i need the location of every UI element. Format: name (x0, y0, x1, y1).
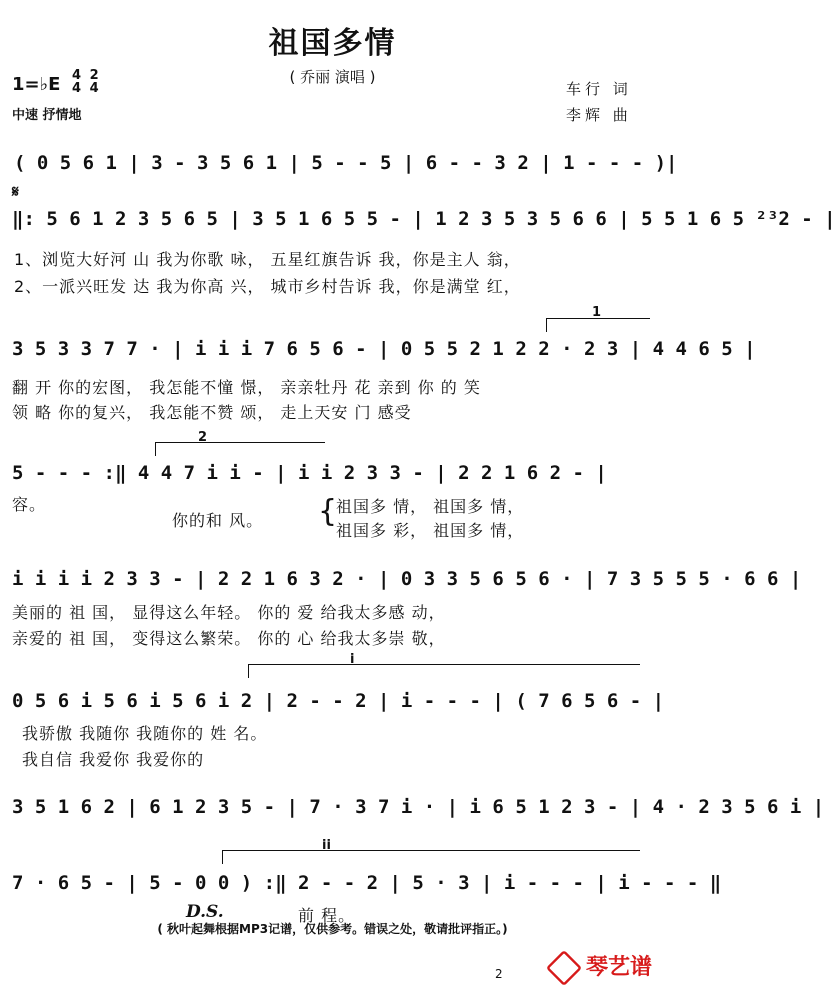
score-row-5: i i i i 2 3 3 - | 2 2 1 6 3 2 · | 0 3 3 5 6 5 6 · | 7 3 5 5 5 · 6 6 | (12, 568, 802, 590)
time-sig-2-top: 2 (89, 68, 99, 83)
volta-2-cap (155, 442, 156, 456)
tempo-marking: 中速 抒情地 (12, 108, 82, 123)
key-signature: 1=♭E (12, 74, 61, 95)
time-sig-2-bottom: 4 (89, 81, 99, 96)
volta-i-cap (248, 664, 249, 678)
transcription-footnote: ( 秋叶起舞根据MP3记谱，仅供参考。错误之处，敬请批评指正。) (157, 922, 508, 936)
logo-icon (546, 950, 582, 986)
volta-ii-cap (222, 850, 223, 864)
composer-credit: 李辉 曲 (566, 106, 632, 124)
score-row-4: 5 - - - :‖ 4 4 7 i i - | i i 2 3 3 - | 2 2 1 6 2 - | (12, 462, 607, 484)
time-signature (72, 69, 99, 95)
score-row-3: 3 5 3 3 7 7 · | i i i 7 6 5 6 - | 0 5 5 2 1 2 2 · 2 3 | 4 4 6 5 | (12, 338, 756, 360)
lyricist-credit: 车行 词 (566, 80, 632, 98)
lyric-row-6-verse-2: 我自信 我爱你 我爱你的 (22, 750, 205, 769)
volta-1-label: 1 (592, 305, 602, 320)
lyric-row-5-verse-2: 亲爱的 祖 国， 变得这么繁荣。 你的 心 给我太多崇 敬， (12, 629, 446, 648)
score-row-6: 0 5 6 i 5 6 i 5 6 i 2 | 2 - - 2 | i - - - | ( 7 6 5 6 - | (12, 690, 665, 712)
lyric-row-8: 前 程。 (298, 906, 356, 925)
page-subtitle: ( 乔丽 演唱 ) (289, 68, 376, 86)
lyric-row-4-end: 容。 (12, 495, 47, 514)
logo-text: 琴艺谱 (586, 955, 653, 980)
score-row-1: ( 0 5 6 1 | 3 - 3 5 6 1 | 5 - - 5 | 6 - - 3 2 | 1 - - - )| (14, 152, 678, 174)
lyric-row-4-chorus-1: 祖国多 情， 祖国多 情， (336, 497, 525, 516)
volta-2-line (155, 442, 325, 443)
lyric-row-3-verse-1: 翻 开 你的宏图， 我怎能不憧 憬， 亲亲牡丹 花 亲到 你 的 笑 (12, 378, 481, 397)
volta-ii-line (222, 850, 640, 851)
site-logo (548, 950, 652, 984)
page-title: 祖国多情 (268, 26, 397, 61)
lyric-row-3-verse-2: 领 略 你的复兴， 我怎能不赞 颂， 走上天安 门 感受 (12, 403, 412, 422)
score-row-2: ‖: 5 6 1 2 3 5 6 5 | 3 5 1 6 5 5 - | 1 2 3 5 3 5 6 6 | 5 5 1 6 5 ²³2 - | (12, 208, 836, 230)
volta-i-label: i (350, 652, 355, 667)
volta-2-label: 2 (198, 430, 208, 445)
score-row-7: 3 5 1 6 2 | 6 1 2 3 5 - | 7 · 3 7 i · | i 6 5 1 2 3 - | 4 · 2 3 5 6 i | (12, 796, 825, 818)
time-sig-4-bottom: 4 (72, 81, 82, 96)
volta-1-cap (546, 318, 547, 332)
lyric-row-4-wind: 你的和 风。 (172, 511, 264, 530)
lyric-row-4-chorus-2: 祖国多 彩， 祖国多 情， (336, 521, 525, 540)
volta-i-line (248, 664, 640, 665)
lyric-row-5-verse-1: 美丽的 祖 国， 显得这么年轻。 你的 爱 给我太多感 动， (12, 603, 446, 622)
score-row-8: 7 · 6 5 - | 5 - 0 0 ) :‖ 2 - - 2 | 5 · 3 | i - - - | i - - - ‖ (12, 872, 722, 894)
segno-sign: 𝄋 (12, 182, 19, 201)
lyric-brace: { (318, 494, 338, 529)
lyric-row-2-verse-2: 2、一派兴旺发 达 我为你高 兴， 城市乡村告诉 我，你是满堂 红， (14, 277, 521, 296)
volta-ii-label: ii (322, 838, 331, 853)
dal-segno-marking: D.S. (186, 902, 224, 922)
lyric-row-2-verse-1: 1、浏览大好河 山 我为你歌 咏， 五星红旗告诉 我，你是主人 翁， (14, 250, 521, 269)
time-sig-4-top: 4 (72, 68, 82, 83)
lyric-row-6-verse-1: 我骄傲 我随你 我随你的 姓 名。 (22, 724, 268, 743)
page-number: 2 (495, 967, 503, 981)
